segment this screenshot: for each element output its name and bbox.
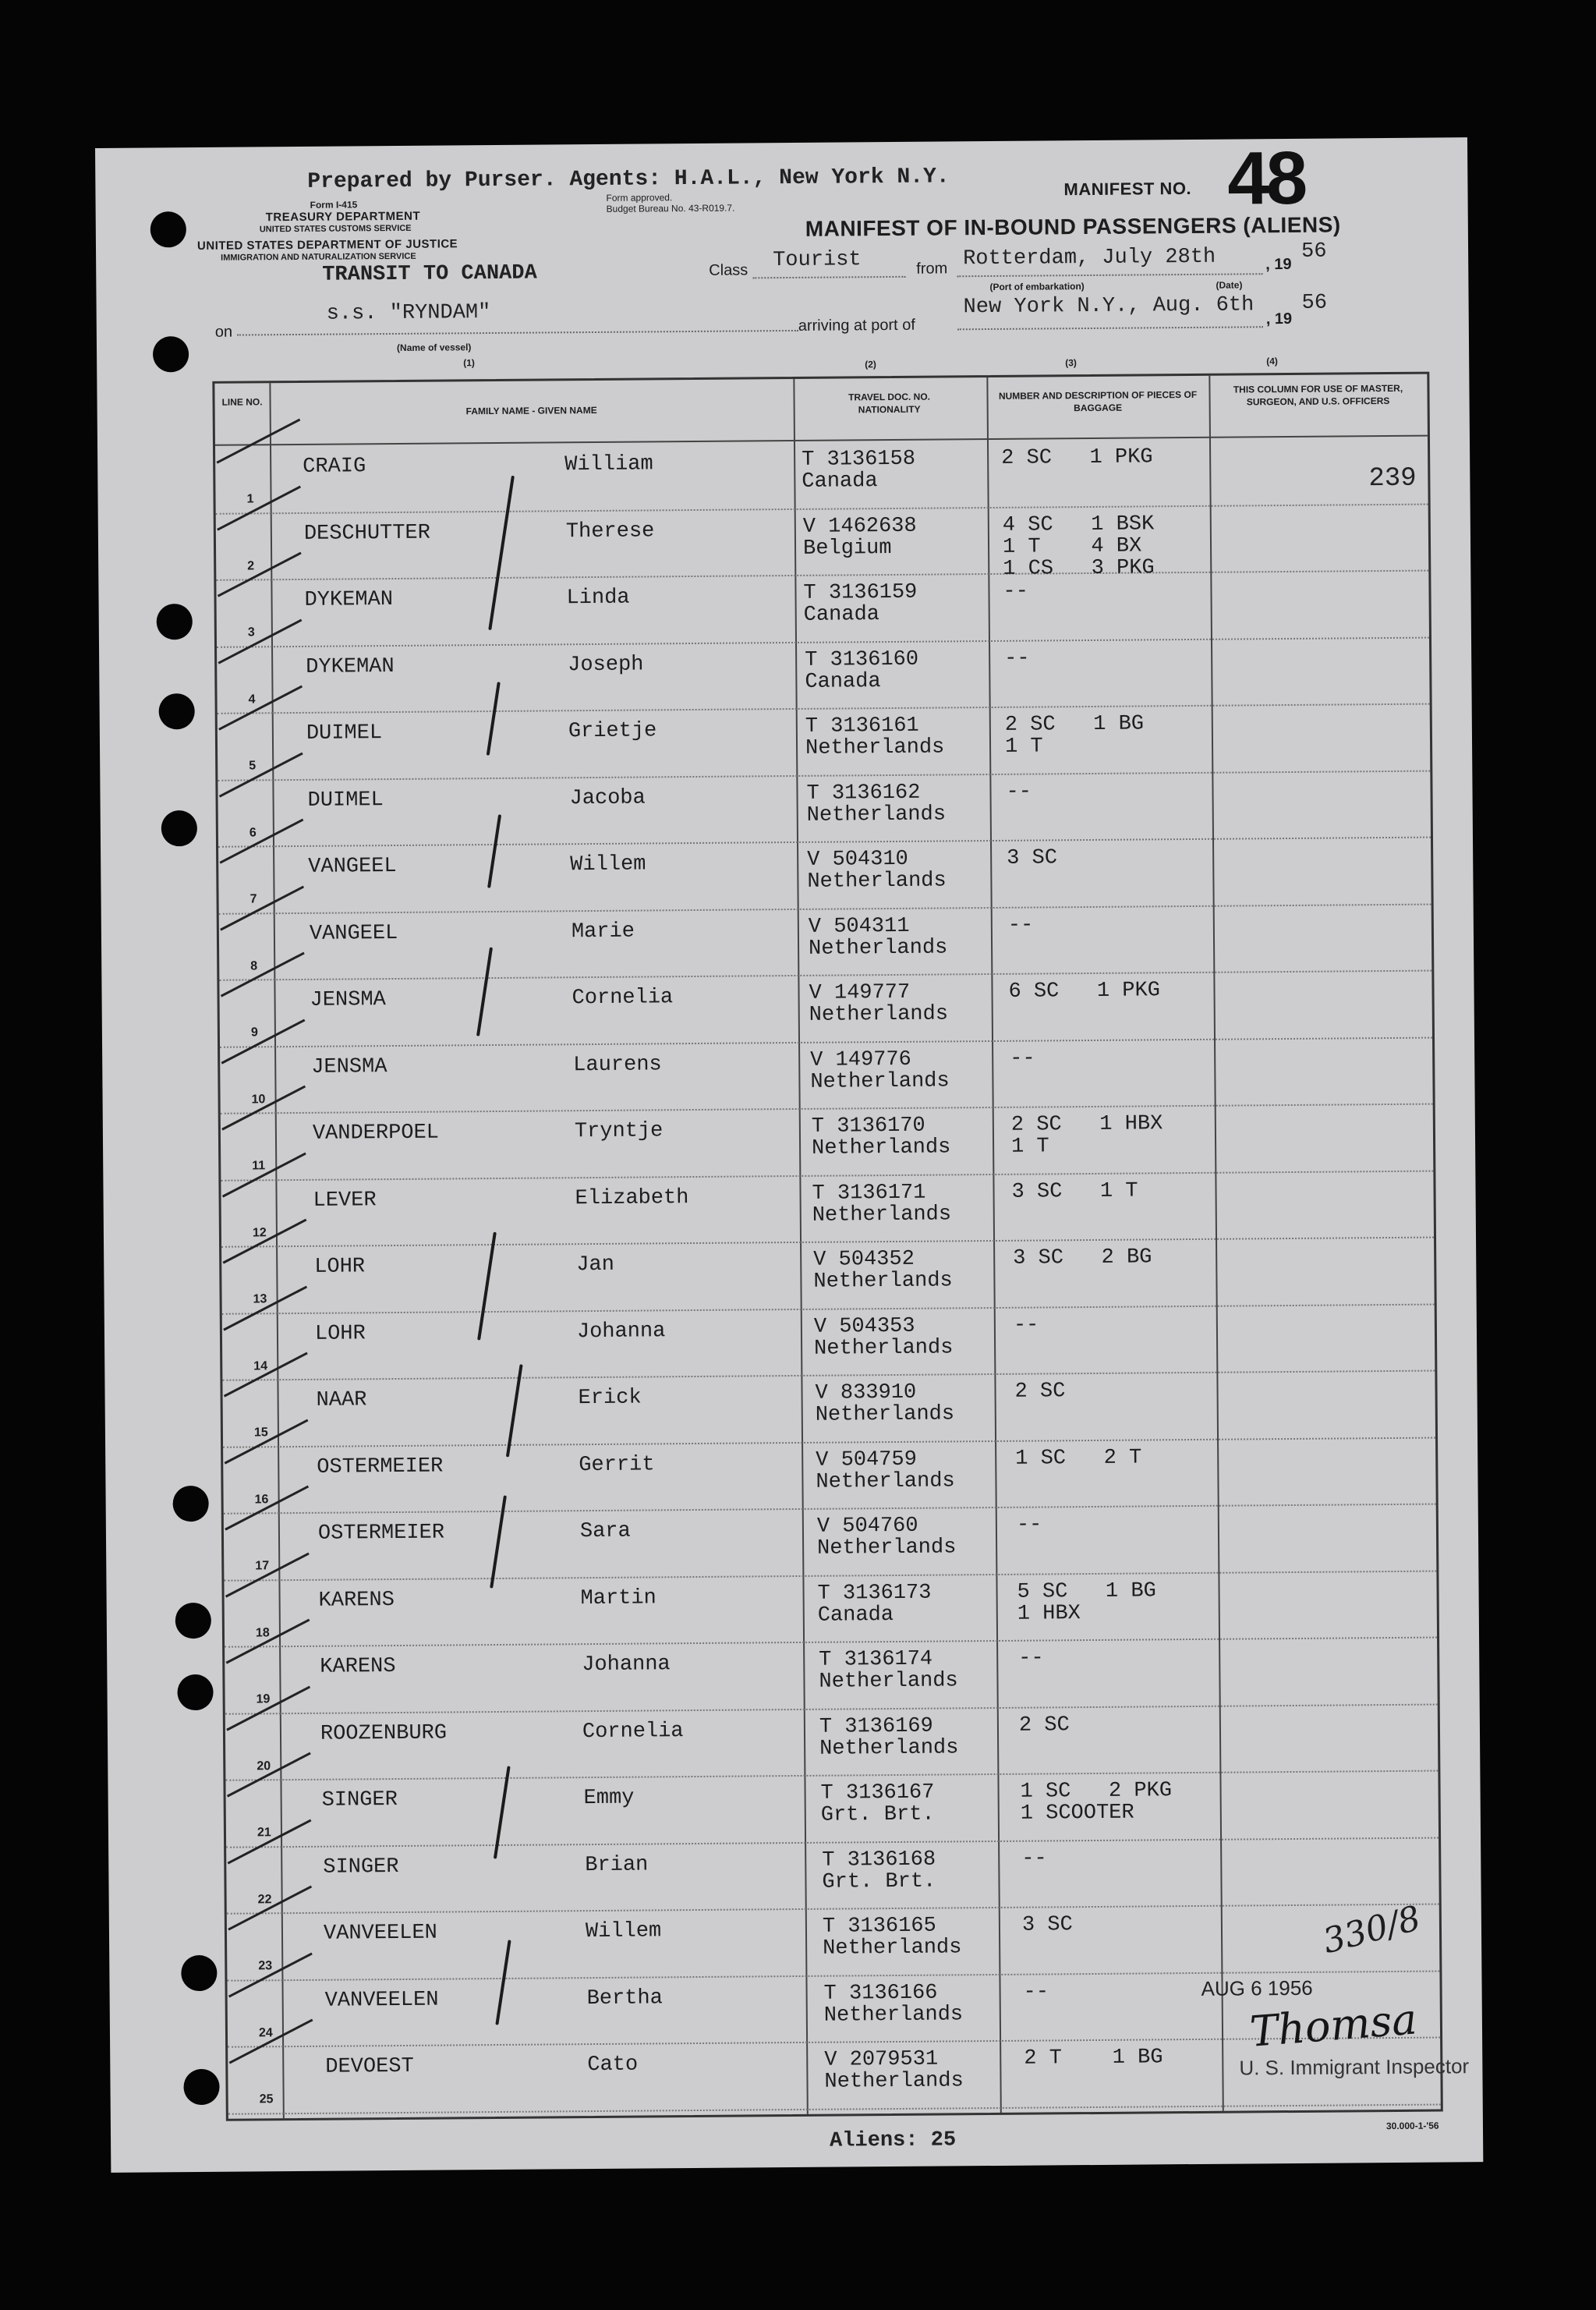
baggage-line-1: -- xyxy=(1004,647,1030,671)
family-name: DUIMEL xyxy=(307,788,384,813)
year-prefix-1: , 19 xyxy=(1265,255,1292,274)
line-number: 8 xyxy=(250,958,258,973)
given-name: Cornelia xyxy=(572,986,674,1011)
table-row xyxy=(221,1104,1434,1182)
vessel-name: s.s. "RYNDAM" xyxy=(326,301,491,326)
family-name: JENSMA xyxy=(310,988,386,1012)
nationality: Netherlands xyxy=(805,735,945,760)
travel-doc-number: T 3136161 xyxy=(805,714,919,739)
table-row xyxy=(224,1570,1437,1648)
header-line-no: LINE NO. xyxy=(221,396,263,408)
family-name: CRAIG xyxy=(303,455,366,479)
baggage-line-1: -- xyxy=(1010,1047,1035,1071)
baggage-line-1: 5 SC 1 BG xyxy=(1017,1578,1156,1604)
treasury-dept: TREASURY DEPARTMENT xyxy=(265,209,421,225)
line-number: 6 xyxy=(249,825,257,839)
nationality: Netherlands xyxy=(819,1669,958,1694)
family-name: DYKEMAN xyxy=(306,654,395,679)
travel-doc-number: V 2079531 xyxy=(824,2047,939,2072)
passenger-table xyxy=(212,372,1442,2121)
baggage-line-1: 2 SC 1 HBX xyxy=(1010,1112,1163,1137)
baggage-line-1: -- xyxy=(1021,1846,1047,1871)
manifest-number: 48 xyxy=(1226,136,1305,221)
manifest-title: MANIFEST OF IN-BOUND PASSENGERS (ALIENS) xyxy=(805,212,1341,241)
baggage-line-1: 6 SC 1 PKG xyxy=(1008,979,1161,1004)
nationality: Netherlands xyxy=(812,1202,952,1228)
binder-hole xyxy=(183,2069,219,2105)
table-row xyxy=(225,1770,1439,1848)
travel-doc-number: V 504310 xyxy=(807,847,908,872)
travel-doc-number: V 149776 xyxy=(810,1047,911,1072)
family-name: DUIMEL xyxy=(306,721,383,746)
line-number: 13 xyxy=(253,1292,267,1306)
handwritten-number: 330/8 xyxy=(1318,1898,1425,1962)
nationality: Netherlands xyxy=(808,935,948,961)
inspector-title: U. S. Immigrant Inspector xyxy=(1239,2054,1470,2080)
family-name: LEVER xyxy=(313,1188,377,1213)
baggage-line-1: 4 SC 1 BSK xyxy=(1002,512,1155,537)
justice-dept: UNITED STATES DEPARTMENT OF JUSTICE xyxy=(196,237,458,253)
line-number: 5 xyxy=(249,759,257,773)
given-name: Willem xyxy=(585,1919,662,1944)
travel-doc-number: T 3136167 xyxy=(820,1780,935,1805)
family-name: SINGER xyxy=(323,1855,399,1880)
line-number: 12 xyxy=(252,1225,267,1239)
family-name: LOHR xyxy=(314,1321,366,1346)
baggage-line-1: 2 T 1 BG xyxy=(1024,2046,1163,2071)
table-row xyxy=(217,636,1430,714)
given-name: Jan xyxy=(576,1252,614,1277)
line-number: 17 xyxy=(255,1559,270,1573)
given-name: Emmy xyxy=(583,1786,635,1811)
baggage-line-1: -- xyxy=(1007,913,1034,937)
nationality: Canada xyxy=(805,669,881,694)
arriving-label: arriving at port of xyxy=(798,316,915,335)
baggage-line-2: 1 T xyxy=(1010,1135,1049,1159)
baggage-line-1: 2 SC xyxy=(1014,1380,1066,1404)
binder-hole xyxy=(157,604,193,640)
family-name: VANDERPOEL xyxy=(312,1121,440,1146)
line-number: 18 xyxy=(255,1625,270,1639)
baggage-line-1: 3 SC xyxy=(1007,846,1058,870)
manifest-no-label: MANIFEST NO. xyxy=(1063,178,1192,200)
table-row xyxy=(222,1370,1435,1448)
line-number: 7 xyxy=(249,892,257,906)
nationality: Netherlands xyxy=(813,1269,953,1294)
baggage-line-1: 3 SC 2 BG xyxy=(1013,1245,1152,1270)
table-row xyxy=(219,903,1432,981)
baggage-line-1: -- xyxy=(1023,1979,1049,2004)
given-name: Linda xyxy=(566,586,630,611)
given-name: Cornelia xyxy=(582,1719,684,1744)
table-row xyxy=(221,1237,1435,1315)
line-number: 3 xyxy=(247,625,255,640)
check-mark xyxy=(216,419,300,464)
given-name: Therese xyxy=(565,519,655,544)
travel-doc-number: T 3136171 xyxy=(812,1181,926,1206)
nationality: Netherlands xyxy=(806,802,947,827)
family-name: VANGEEL xyxy=(308,854,397,879)
binder-hole xyxy=(153,336,189,372)
prepared-by: Prepared by Purser. Agents: H.A.L., New York N.Y. xyxy=(307,165,950,194)
family-name: NAAR xyxy=(316,1388,367,1412)
given-name: Sara xyxy=(579,1519,631,1544)
inspector-signature: Thomsa xyxy=(1247,1994,1419,2057)
line-number: 23 xyxy=(258,1959,273,1973)
family-name: VANGEEL xyxy=(309,921,398,946)
given-name: Gerrit xyxy=(579,1452,655,1477)
travel-doc-number: T 3136169 xyxy=(819,1714,933,1739)
nationality: Canada xyxy=(803,603,880,627)
nationality: Netherlands xyxy=(817,1536,957,1561)
baggage-line-2: 1 T 4 BX xyxy=(1002,533,1142,559)
baggage-line-2: 1 SCOOTER xyxy=(1020,1801,1134,1826)
family-name: KARENS xyxy=(320,1655,396,1679)
stamp-date: AUG 6 1956 xyxy=(1201,1975,1313,2000)
from-label: from xyxy=(916,260,948,278)
family-name: OSTERMEIER xyxy=(317,1454,444,1479)
family-name: DEVOEST xyxy=(325,2054,414,2079)
nationality: Netherlands xyxy=(823,2002,964,2028)
baggage-line-2: 1 HBX xyxy=(1017,1601,1081,1626)
travel-doc-number: T 3136170 xyxy=(811,1114,925,1139)
table-row xyxy=(218,703,1431,781)
table-row xyxy=(218,770,1431,848)
nationality: Netherlands xyxy=(807,869,947,894)
given-name: Tryntje xyxy=(574,1119,664,1144)
vessel-caption: (Name of vessel) xyxy=(396,342,472,353)
page-count: 239 xyxy=(1368,463,1417,494)
baggage-line-1: 1 SC 2 T xyxy=(1015,1446,1142,1471)
ins-service: IMMIGRATION AND NATURALIZATION SERVICE xyxy=(221,251,416,263)
class-label: Class xyxy=(709,261,748,279)
table-row xyxy=(222,1303,1435,1381)
nationality: Netherlands xyxy=(815,1402,955,1427)
nationality: Netherlands xyxy=(811,1136,951,1160)
given-name: Johanna xyxy=(582,1653,671,1678)
table-row xyxy=(215,437,1428,515)
binder-hole xyxy=(175,1603,211,1639)
given-name: Joseph xyxy=(568,652,644,677)
baggage-line-1: 3 SC xyxy=(1021,1913,1073,1937)
travel-doc-number: T 3136159 xyxy=(803,580,918,605)
family-name: DESCHUTTER xyxy=(303,521,431,546)
given-name: Erick xyxy=(578,1386,642,1411)
nationality: Netherlands xyxy=(816,1469,955,1494)
travel-doc-number: V 504353 xyxy=(813,1314,915,1339)
given-name: Laurens xyxy=(573,1052,662,1077)
date-caption: (Date) xyxy=(1216,279,1243,291)
travel-doc-number: T 3136174 xyxy=(819,1647,933,1672)
binder-hole xyxy=(172,1486,208,1522)
budget-bureau: Budget Bureau No. 43-R019.7. xyxy=(606,202,735,214)
baggage-line-1: 1 SC 2 PKG xyxy=(1020,1779,1173,1804)
nationality: Belgium xyxy=(802,536,892,561)
family-name: VANVEELEN xyxy=(324,1988,439,2013)
given-name: Martin xyxy=(580,1585,656,1610)
line-number: 1 xyxy=(246,492,254,506)
nationality: Canada xyxy=(802,469,878,494)
baggage-line-3: 1 CS 3 PKG xyxy=(1003,555,1155,581)
table-row xyxy=(216,570,1429,648)
baggage-line-1: -- xyxy=(1013,1313,1039,1337)
family-name: KARENS xyxy=(318,1588,395,1613)
given-name: William xyxy=(564,452,653,477)
line-number: 22 xyxy=(257,1892,272,1906)
nationality: Canada xyxy=(817,1603,894,1628)
table-row xyxy=(224,1504,1437,1582)
given-name: Bertha xyxy=(586,1986,663,2011)
travel-doc-number: V 833910 xyxy=(815,1380,917,1405)
baggage-line-1: 3 SC 1 T xyxy=(1011,1179,1138,1204)
line-number: 21 xyxy=(257,1826,271,1840)
travel-doc-number: V 504759 xyxy=(816,1447,917,1472)
family-name: SINGER xyxy=(321,1788,398,1812)
manifest-sheet xyxy=(95,137,1483,2173)
travel-doc-number: V 149777 xyxy=(809,980,911,1005)
binder-hole xyxy=(181,1955,217,1991)
travel-doc-number: T 3136166 xyxy=(823,1981,938,2006)
line-number: 24 xyxy=(258,2025,273,2039)
port-embark-caption: (Port of embarkation) xyxy=(989,281,1085,292)
col-number-3: (3) xyxy=(1065,357,1077,369)
line-number: 10 xyxy=(251,1092,266,1106)
family-name: OSTERMEIER xyxy=(317,1521,445,1546)
travel-doc-number: T 3136158 xyxy=(802,447,916,472)
table-row xyxy=(227,1904,1440,1982)
aliens-total: Aliens: 25 xyxy=(829,2128,957,2153)
baggage-line-1: -- xyxy=(1018,1646,1044,1670)
baggage-line-1: 2 SC xyxy=(1018,1713,1070,1738)
table-row xyxy=(220,1036,1433,1114)
travel-doc-number: V 504760 xyxy=(816,1514,918,1539)
arriving-value: New York N.Y., Aug. 6th xyxy=(963,293,1255,320)
form-approved: Form approved. xyxy=(606,192,673,204)
line-number: 19 xyxy=(256,1692,271,1706)
travel-doc-number: T 3136168 xyxy=(822,1848,936,1872)
table-row xyxy=(226,1837,1439,1915)
col-number-2: (2) xyxy=(865,359,876,370)
table-row xyxy=(223,1437,1436,1515)
family-name: DYKEMAN xyxy=(304,588,394,612)
table-row xyxy=(221,1170,1434,1248)
col-number-1: (1) xyxy=(463,357,475,369)
family-name: VANVEELEN xyxy=(323,1921,437,1946)
family-name: LOHR xyxy=(314,1255,366,1279)
nationality: Netherlands xyxy=(810,1068,950,1094)
line-number: 14 xyxy=(253,1359,268,1373)
given-name: Jacoba xyxy=(569,785,646,810)
year-value-1: 56 xyxy=(1301,239,1327,264)
table-row xyxy=(219,970,1432,1048)
nationality: Netherlands xyxy=(823,1936,962,1961)
travel-doc-number: T 3136165 xyxy=(822,1914,936,1939)
given-name: Grietje xyxy=(568,719,657,744)
class-value: Tourist xyxy=(773,248,862,273)
nationality: Netherlands xyxy=(824,2069,964,2094)
line-number: 16 xyxy=(254,1492,269,1506)
table-row xyxy=(218,837,1431,915)
family-name: JENSMA xyxy=(311,1054,387,1079)
col-number-4: (4) xyxy=(1266,356,1278,367)
nationality: Grt. Brt. xyxy=(820,1802,935,1827)
line-number: 9 xyxy=(250,1026,258,1040)
given-name: Cato xyxy=(587,2053,639,2078)
header-travel-doc: TRAVEL DOC. NO. NATIONALITY xyxy=(848,391,931,416)
form-id: Form I-415 xyxy=(310,199,358,211)
line-number: 4 xyxy=(248,692,256,706)
family-name: ROOZENBURG xyxy=(320,1721,448,1746)
nationality: Grt. Brt. xyxy=(822,1869,936,1894)
given-name: Johanna xyxy=(576,1319,666,1344)
form-code: 30.000-1-'56 xyxy=(1385,2120,1439,2132)
travel-doc-number: V 504352 xyxy=(813,1247,915,1272)
binder-hole xyxy=(177,1674,213,1710)
line-number: 15 xyxy=(253,1426,268,1440)
nationality: Netherlands xyxy=(809,1002,949,1027)
given-name: Elizabeth xyxy=(575,1185,689,1210)
from-value: Rotterdam, July 28th xyxy=(963,245,1216,271)
header-name: FAMILY NAME - GIVEN NAME xyxy=(465,404,597,417)
table-row xyxy=(225,1703,1439,1781)
line-number: 2 xyxy=(247,558,255,572)
given-name: Willem xyxy=(570,852,646,877)
nationality: Netherlands xyxy=(819,1735,959,1761)
year-prefix-2: , 19 xyxy=(1265,310,1293,328)
header-officers: THIS COLUMN FOR USE OF MASTER, SURGEON, AND U.S. OFFICERS xyxy=(1233,382,1403,408)
baggage-line-1: 2 SC 1 PKG xyxy=(1001,445,1153,470)
travel-doc-number: T 3136173 xyxy=(817,1581,932,1606)
binder-hole xyxy=(158,693,194,729)
table-row xyxy=(225,1637,1438,1715)
line-number: 25 xyxy=(259,2092,274,2106)
given-name: Brian xyxy=(585,1852,649,1877)
binder-hole xyxy=(161,810,197,846)
travel-doc-number: V 504311 xyxy=(808,914,910,939)
baggage-line-2: 1 T xyxy=(1004,735,1043,759)
baggage-line-1: -- xyxy=(1016,1513,1042,1537)
given-name: Marie xyxy=(571,919,635,944)
table-row xyxy=(216,503,1429,581)
line-number: 20 xyxy=(257,1759,271,1773)
on-label: on xyxy=(214,323,233,341)
header-baggage: NUMBER AND DESCRIPTION OF PIECES OF BAGGAGE xyxy=(998,388,1198,414)
travel-doc-number: T 3136162 xyxy=(806,781,921,806)
baggage-line-1: 2 SC 1 BG xyxy=(1004,712,1145,737)
travel-doc-number: V 1462638 xyxy=(802,514,917,539)
line-number: 11 xyxy=(252,1159,266,1173)
baggage-line-1: -- xyxy=(1003,579,1029,604)
baggage-line-1: -- xyxy=(1006,780,1032,804)
binder-hole xyxy=(150,211,186,247)
transit-note: TRANSIT TO CANADA xyxy=(322,261,537,287)
travel-doc-number: T 3136160 xyxy=(805,647,919,672)
nationality: Netherlands xyxy=(814,1335,954,1361)
year-value-2: 56 xyxy=(1301,291,1328,315)
customs-service: UNITED STATES CUSTOMS SERVICE xyxy=(259,223,412,235)
